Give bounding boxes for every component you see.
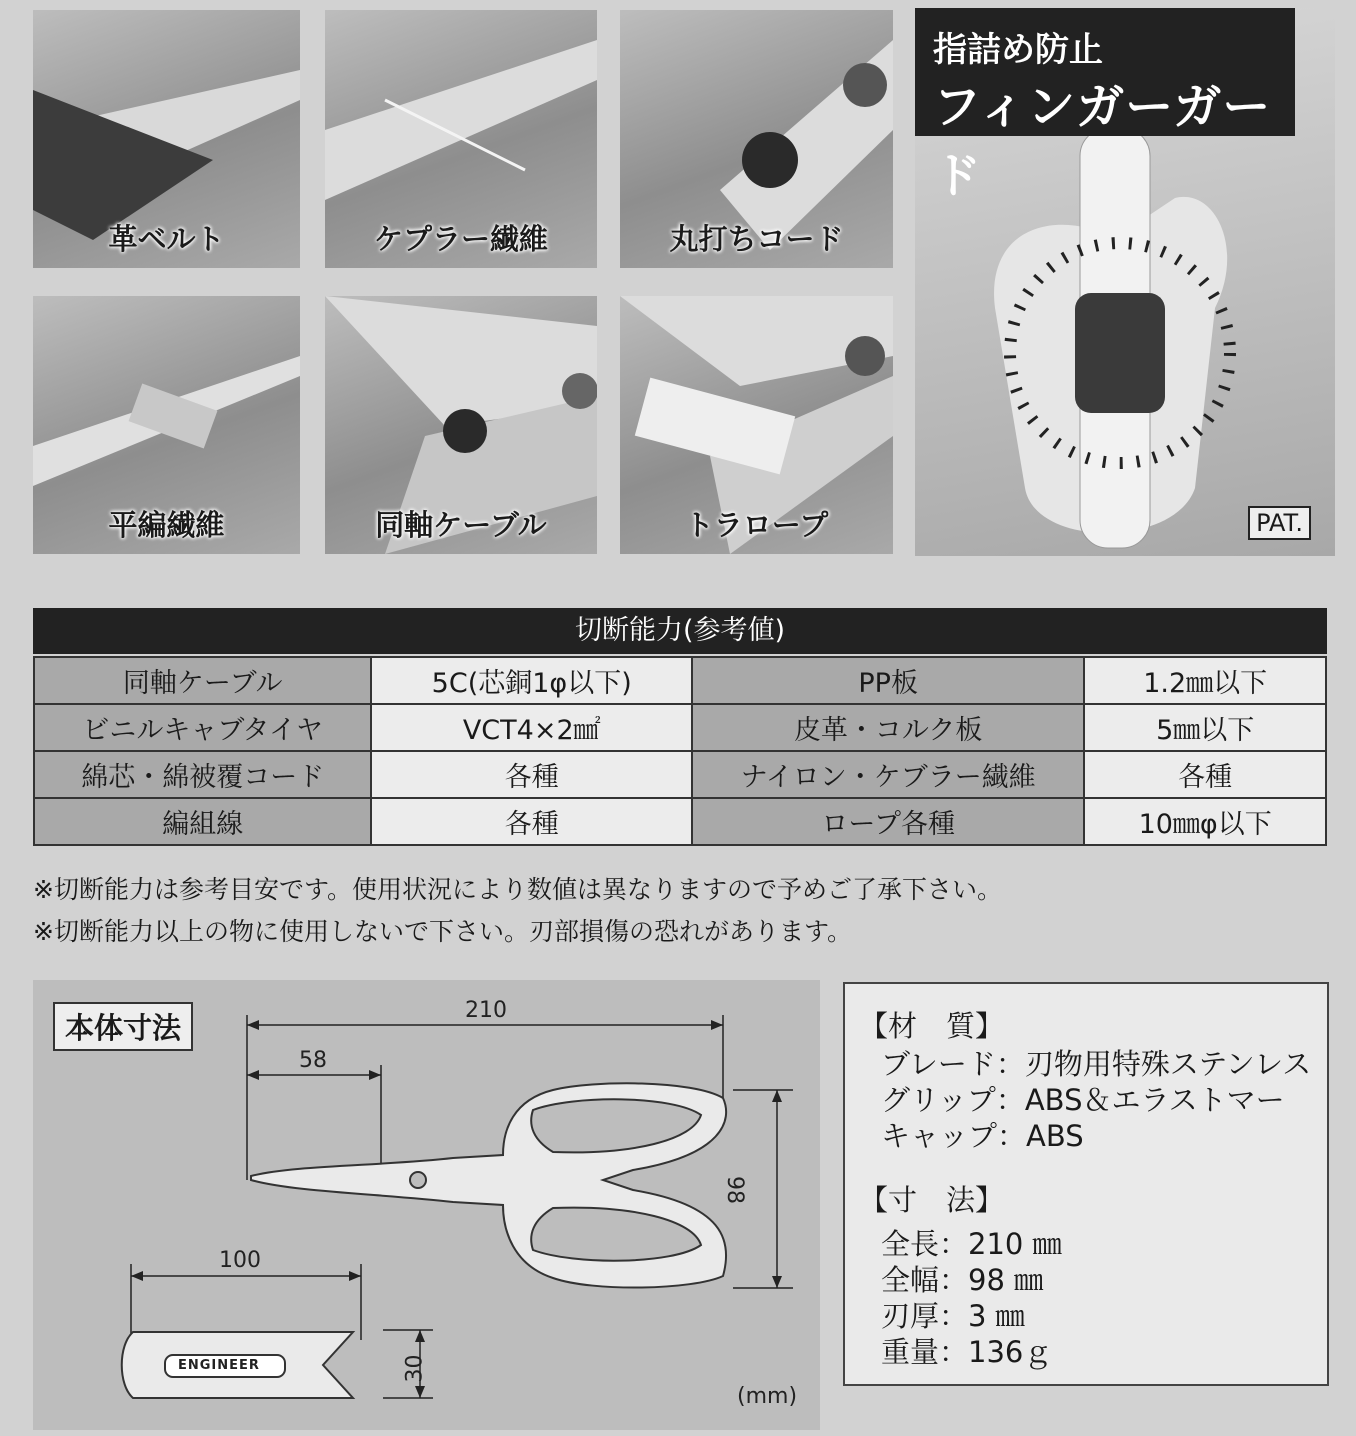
dimension-unit: (mm): [737, 1384, 798, 1409]
material-grip: グリップ：ABS＆エラストマー: [881, 1083, 1285, 1117]
finger-guard-subtitle: 指詰め防止: [933, 30, 1103, 70]
cutting-capacity-table: [33, 656, 1327, 846]
photo-coaxial-cable: [325, 296, 597, 554]
photo-caption: 革ベルト: [108, 222, 225, 256]
table-row: [34, 751, 1326, 798]
dimension-cap-length: 100: [219, 1248, 261, 1273]
photo-caption: 平編繊維: [108, 508, 225, 542]
dimension-total-length: 210: [465, 998, 507, 1023]
dimension-blade-length: 58: [299, 1048, 327, 1073]
dimensions-panel: [33, 980, 820, 1430]
size-total-length: 全長：210 ㎜: [881, 1227, 1062, 1261]
table-cell: 5C(芯銅1φ以下): [371, 657, 692, 704]
table-cell: 同軸ケーブル: [34, 657, 371, 704]
photo-caption: ケプラー繊維: [373, 222, 548, 256]
size-blade-thickness: 刃厚：3 ㎜: [881, 1299, 1025, 1333]
size-total-width: 全幅：98 ㎜: [881, 1263, 1044, 1297]
table-cell: 各種: [1084, 751, 1326, 798]
dimension-width: 98: [722, 1176, 747, 1204]
finger-guard-panel: [915, 8, 1335, 556]
photo-kevlar-fiber: [325, 10, 597, 268]
finger-guard-header: [915, 8, 1295, 204]
table-cell: 5㎜以下: [1084, 704, 1326, 751]
photo-caption: 丸打ちコード: [669, 222, 844, 256]
photo-caption: 同軸ケーブル: [375, 508, 547, 542]
photo-leather-belt: [33, 10, 300, 268]
table-cell: PP板: [692, 657, 1084, 704]
material-blade: ブレード：刃物用特殊ステンレス: [881, 1047, 1312, 1081]
dimensions-title: 本体寸法: [53, 1002, 193, 1051]
photo-round-cord: [620, 10, 893, 268]
table-cell: VCT4×2㎟: [371, 704, 692, 751]
photo-flat-fiber: [33, 296, 300, 554]
size-weight: 重量：136ｇ: [881, 1335, 1053, 1369]
table-cell: ナイロン・ケブラー繊維: [692, 751, 1084, 798]
table-cell: 綿芯・綿被覆コード: [34, 751, 371, 798]
table-cell: 1.2㎜以下: [1084, 657, 1326, 704]
photo-caption: トラロープ: [684, 508, 829, 542]
material-heading: 【材 質】: [859, 1009, 1005, 1043]
table-cell: ビニルキャブタイヤ: [34, 704, 371, 751]
finger-guard-title: フィンガーガード: [933, 79, 1272, 204]
table-row: [34, 798, 1326, 845]
photo-tiger-rope: [620, 296, 893, 554]
note-do-not-exceed: ※切断能力以上の物に使用しないで下さい。刃部損傷の恐れがあります。: [33, 917, 852, 946]
patent-badge: PAT.: [1248, 506, 1311, 540]
table-row: [34, 657, 1326, 704]
table-cell: 各種: [371, 798, 692, 845]
specs-box: [843, 982, 1329, 1386]
table-row: [34, 704, 1326, 751]
material-cap: キャップ：ABS: [881, 1119, 1084, 1153]
note-reference-values: ※切断能力は参考目安です。使用状況により数値は異なりますので予めご了承下さい。: [33, 875, 1002, 904]
cap-brand-logo: ENGINEER: [178, 1358, 260, 1373]
table-cell: 10㎜φ以下: [1084, 798, 1326, 845]
cutting-capacity-title: 切断能力(参考値): [33, 608, 1327, 654]
table-cell: 編組線: [34, 798, 371, 845]
table-cell: 皮革・コルク板: [692, 704, 1084, 751]
size-heading: 【寸 法】: [859, 1183, 1005, 1217]
table-cell: 各種: [371, 751, 692, 798]
table-cell: ロープ各種: [692, 798, 1084, 845]
dimension-cap-width: 30: [402, 1354, 428, 1383]
